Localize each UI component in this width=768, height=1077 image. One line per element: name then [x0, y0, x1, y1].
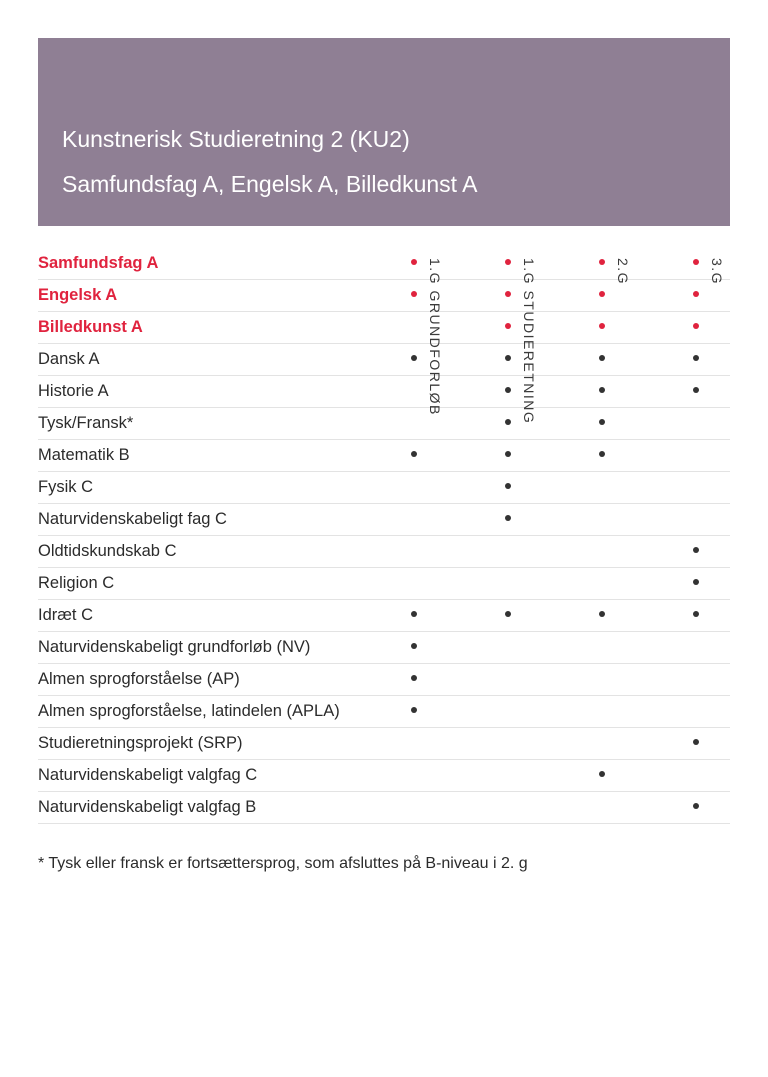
subject-table [38, 248, 730, 824]
subject-label: Religion C [38, 574, 115, 592]
subject-label: Engelsk A [38, 286, 118, 304]
subject-label: Historie A [38, 382, 109, 400]
table-row [38, 728, 730, 760]
table-row [38, 600, 730, 632]
subject-label: Almen sprogforståelse, latindelen (APLA) [38, 702, 340, 720]
bullet-mark [599, 259, 605, 265]
bullet-mark [693, 259, 699, 265]
table-row [38, 440, 730, 472]
table-row [38, 568, 730, 600]
column-header-2g: 2.G [615, 258, 631, 286]
title-banner [38, 38, 730, 226]
bullet-mark [599, 771, 605, 777]
subject-label: Oldtidskundskab C [38, 542, 177, 560]
table-row [38, 408, 730, 440]
bullet-mark [505, 451, 511, 457]
subject-label: Naturvidenskabeligt valgfag C [38, 766, 258, 784]
bullet-mark [505, 259, 511, 265]
table-row [38, 760, 730, 792]
subject-label: Billedkunst A [38, 318, 143, 336]
bullet-mark [693, 387, 699, 393]
bullet-mark [599, 419, 605, 425]
bullet-mark [505, 291, 511, 297]
subject-label: Samfundsfag A [38, 254, 159, 272]
bullet-mark [693, 739, 699, 745]
table-row [38, 344, 730, 376]
bullet-mark [599, 611, 605, 617]
bullet-mark [411, 259, 417, 265]
column-header-3g: 3.G [709, 258, 725, 286]
bullet-mark [693, 547, 699, 553]
bullet-mark [693, 323, 699, 329]
table-row [38, 696, 730, 728]
column-header-1g-studieretning: 1.G STUDIERETNING [521, 258, 537, 425]
page-title: Kunstnerisk Studieretning 2 (KU2) [62, 126, 410, 152]
table-row [38, 312, 730, 344]
bullet-mark [599, 323, 605, 329]
subject-label: Naturvidenskabeligt valgfag B [38, 798, 257, 816]
table-row [38, 664, 730, 696]
bullet-mark [505, 483, 511, 489]
bullet-mark [411, 611, 417, 617]
bullet-mark [505, 611, 511, 617]
bullet-mark [599, 291, 605, 297]
bullet-mark [599, 355, 605, 361]
bullet-mark [693, 579, 699, 585]
table-row [38, 376, 730, 408]
bullet-mark [411, 355, 417, 361]
subject-label: Studieretningsprojekt (SRP) [38, 734, 243, 752]
bullet-mark [411, 675, 417, 681]
footnote: * Tysk eller fransk er fortsættersprog, som afsluttes på B-niveau i 2. g [38, 855, 528, 872]
subject-label: Almen sprogforståelse (AP) [38, 670, 240, 688]
subject-label: Idræt C [38, 606, 94, 624]
bullet-mark [505, 355, 511, 361]
subject-label: Tysk/Fransk* [38, 414, 134, 432]
subject-label: Naturvidenskabeligt fag C [38, 510, 227, 528]
bullet-mark [505, 387, 511, 393]
bullet-mark [411, 707, 417, 713]
bullet-mark [693, 611, 699, 617]
subject-label: Fysik C [38, 478, 93, 496]
table-row [38, 504, 730, 536]
column-header-1g-grundforlob: 1.G GRUNDFORLØB [427, 258, 443, 416]
bullet-mark [505, 419, 511, 425]
bullet-mark [505, 515, 511, 521]
bullet-mark [599, 387, 605, 393]
bullet-mark [693, 803, 699, 809]
subject-label: Dansk A [38, 350, 100, 368]
bullet-mark [693, 355, 699, 361]
bullet-mark [411, 643, 417, 649]
bullet-mark [505, 323, 511, 329]
bullet-mark [693, 291, 699, 297]
table-row [38, 536, 730, 568]
subject-label: Naturvidenskabeligt grundforløb (NV) [38, 638, 311, 656]
subject-label: Matematik B [38, 446, 130, 464]
table-row [38, 632, 730, 664]
bullet-mark [411, 291, 417, 297]
bullet-mark [411, 451, 417, 457]
bullet-mark [599, 451, 605, 457]
page-subtitle: Samfundsfag A, Engelsk A, Billedkunst A [62, 171, 478, 197]
table-row [38, 472, 730, 504]
table-row [38, 792, 730, 824]
